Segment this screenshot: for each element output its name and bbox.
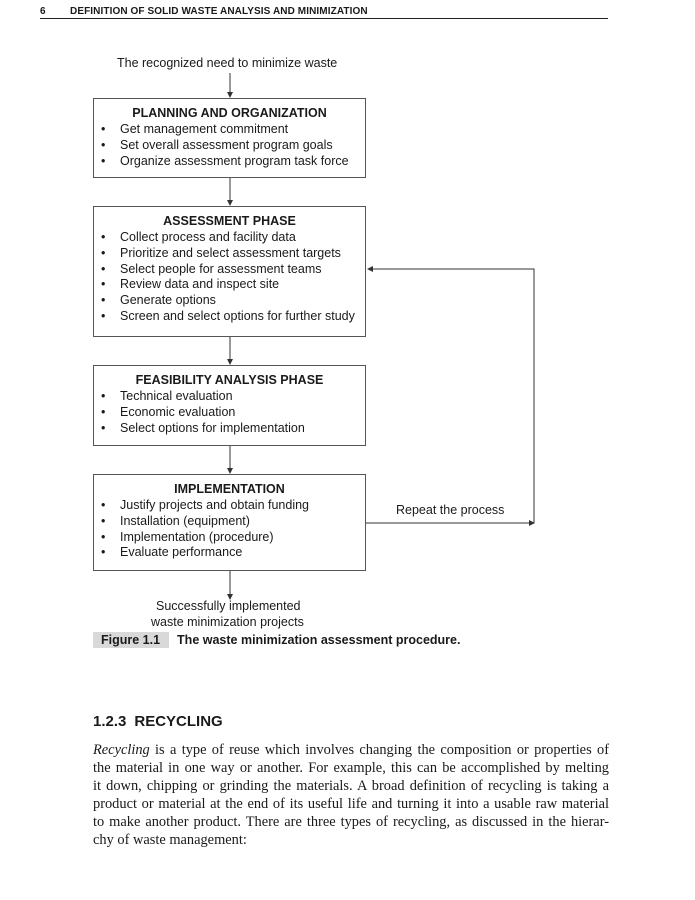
feasibility-title: FEASIBILITY ANALYSIS PHASE xyxy=(135,373,324,387)
flow-start-label: The recognized need to minimize waste xyxy=(117,56,338,70)
assessment-title: ASSESSMENT PHASE xyxy=(163,214,296,228)
page-number: 6 xyxy=(40,6,46,17)
list-item: • Implementation (procedure) xyxy=(101,530,365,546)
list-item: • Justify projects and obtain funding xyxy=(101,498,365,514)
implementation-list xyxy=(94,498,365,561)
assessment-box xyxy=(93,206,366,337)
section-number: 1.2.3 xyxy=(93,713,127,730)
list-item: • Screen and select options for further study xyxy=(101,309,365,325)
list-item: • Prioritize and select assessment targets xyxy=(101,246,365,262)
running-title: DEFINITION OF SOLID WASTE ANALYSIS AND MINIMIZATION xyxy=(70,6,368,17)
section-title: RECYCLING xyxy=(134,713,223,730)
list-item: • Evaluate performance xyxy=(101,545,365,561)
figure-label: Figure 1.1 xyxy=(93,632,169,648)
figure-caption-text: The waste minimization assessment procedure. xyxy=(177,633,461,647)
paragraph-line: to make another product. There are three types of recycling, as discussed in the hierar- xyxy=(93,814,609,830)
list-item: • Technical evaluation xyxy=(101,389,365,405)
list-item: • Get management commitment xyxy=(101,122,365,138)
body-paragraph xyxy=(93,741,609,849)
figure-caption xyxy=(93,633,460,647)
feasibility-box xyxy=(93,365,366,446)
planning-list xyxy=(94,122,365,169)
implementation-title: IMPLEMENTATION xyxy=(174,482,285,496)
paragraph-text: is a type of reuse which involves changing the composition or properties of xyxy=(149,742,609,758)
repeat-label: Repeat the process xyxy=(396,503,505,517)
list-item: • Review data and inspect site xyxy=(101,277,365,293)
paragraph-line: it down, chipping or grinding the materials. A broad definition of recycling is taking a xyxy=(93,778,609,794)
paragraph-line: chy of waste management: xyxy=(93,832,247,848)
section-heading xyxy=(93,713,223,730)
list-item: • Select people for assessment teams xyxy=(101,262,365,278)
planning-box xyxy=(93,98,366,178)
feasibility-list xyxy=(94,389,365,436)
list-item: • Organize assessment program task force xyxy=(101,154,365,170)
list-item: • Generate options xyxy=(101,293,365,309)
list-item: • Installation (equipment) xyxy=(101,514,365,530)
list-item: • Select options for implementation xyxy=(101,421,365,437)
end-label-line2: waste minimization projects xyxy=(151,615,304,629)
paragraph-line xyxy=(93,741,609,759)
planning-title: PLANNING AND ORGANIZATION xyxy=(132,106,327,120)
repeat-loop-path-back xyxy=(368,269,534,523)
list-item: • Set overall assessment program goals xyxy=(101,138,365,154)
assessment-list xyxy=(94,230,365,325)
list-item: • Economic evaluation xyxy=(101,405,365,421)
paragraph-line: product or material at the end of its useful life and turning it into a usable raw material xyxy=(93,796,609,812)
list-item: • Collect process and facility data xyxy=(101,230,365,246)
implementation-box xyxy=(93,474,366,571)
end-label-line1: Successfully implemented xyxy=(156,599,301,613)
term-recycling: Recycling xyxy=(93,742,150,758)
paragraph-line: the material in one way or another. For example, this can be accomplished by melting xyxy=(93,760,609,776)
